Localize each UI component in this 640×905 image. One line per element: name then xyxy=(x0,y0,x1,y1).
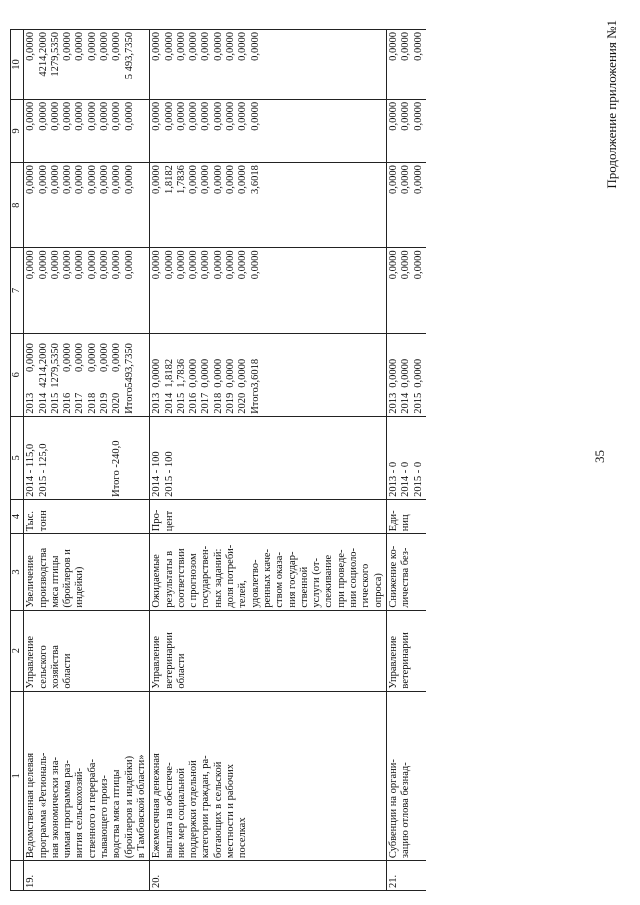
target-values-cell xyxy=(386,416,425,499)
cell-line: 2015 xyxy=(49,392,61,414)
row-number: 19. xyxy=(24,861,150,891)
cell-line: 0,0000 xyxy=(237,250,249,280)
cell-line: 0,0000 xyxy=(99,250,111,280)
cell-line: Итого -240,0 xyxy=(111,440,123,497)
cell-line: 0,0000 xyxy=(151,165,163,194)
cell-line: 2013 - 0 xyxy=(387,461,399,497)
measure-name-cell xyxy=(386,691,425,861)
cell-line: 0,0000 xyxy=(387,101,399,131)
cell-line: (бройлеров и индейки) xyxy=(123,755,135,859)
cell-line: слеживание xyxy=(323,554,335,608)
cell-line: Про- xyxy=(151,509,163,532)
cell-line: 0,0000 xyxy=(111,165,123,194)
cell-line: 0,0000 xyxy=(123,101,135,131)
cell-line: 0,0000 xyxy=(212,358,224,388)
cell-line: 2015 - 100 xyxy=(163,451,175,497)
cell-line: 0,0000 xyxy=(74,165,86,194)
cell-line: Ежемесячная денежная xyxy=(151,753,163,859)
column-header-5: 5 xyxy=(11,416,24,499)
cell-line: 2017 xyxy=(200,392,212,414)
cell-line: 2014 - 100 xyxy=(151,451,163,497)
cell-line: 0,0000 xyxy=(25,32,37,61)
value-list xyxy=(25,343,136,388)
cell-line: выплата на обеспече- xyxy=(163,762,175,859)
cell-line: 2018 xyxy=(212,392,224,414)
funding-col8-cell xyxy=(386,163,425,248)
cell-line: при проведе- xyxy=(335,549,347,608)
cell-line: в Тамбовской области» xyxy=(135,754,147,859)
cell-line: области xyxy=(62,653,74,689)
cell-line: 0,0000 xyxy=(99,165,111,194)
cell-line: местности и рабочих xyxy=(225,764,237,859)
funding-col9-cell xyxy=(386,99,425,162)
cell-line: ботающих в сельской xyxy=(212,761,224,859)
cell-line: чимая программа раз- xyxy=(62,760,74,859)
cell-line: 1,7836 xyxy=(175,358,187,388)
cell-line: области xyxy=(175,653,187,689)
cell-line: 2016 xyxy=(62,392,74,414)
column-header-6: 6 xyxy=(11,333,24,416)
cell-line: 0,0000 xyxy=(225,165,237,194)
cell-line: тонн xyxy=(37,510,49,532)
cell-line: 0,0000 xyxy=(37,101,49,131)
measure-name-cell xyxy=(150,691,387,861)
cell-line: телей, xyxy=(237,580,249,608)
cell-line: 0,0000 xyxy=(123,165,135,194)
cell-line: 0,0000 xyxy=(225,101,237,131)
cell-line: Увеличение xyxy=(25,555,37,608)
cell-line: 2016 xyxy=(188,392,200,414)
cell-line: 2015 xyxy=(412,392,424,414)
cell-line: 0,0000 xyxy=(412,101,424,131)
cell-line: производства xyxy=(37,547,49,608)
funding-col9-cell xyxy=(150,99,387,162)
cell-line: Ведомственная целевая xyxy=(25,752,37,859)
cell-line: услуги (от- xyxy=(311,558,323,608)
cell-line: 2015 - 125,0 xyxy=(37,443,49,497)
year-list xyxy=(151,388,262,414)
cell-line: 0,0000 xyxy=(212,250,224,280)
funding-col8-cell xyxy=(24,163,150,248)
cell-line: 2019 xyxy=(99,392,111,414)
cell-line: 0,0000 xyxy=(387,32,399,61)
cell-line: ниц xyxy=(400,514,412,532)
cell-line: мяса птицы xyxy=(49,555,61,608)
cell-line: 0,0000 xyxy=(212,101,224,131)
cell-line: (бройлеров и xyxy=(62,549,74,608)
cell-line: 0,0000 xyxy=(225,358,237,388)
cell-line: 2017 xyxy=(74,392,86,414)
cell-line: 2013 xyxy=(25,392,37,414)
cell-line: 0,0000 xyxy=(188,101,200,131)
cell-line: 0,0000 xyxy=(25,165,37,194)
cell-line: 0,0000 xyxy=(225,32,237,61)
column-header-7: 7 xyxy=(11,248,24,333)
column-header-0 xyxy=(11,861,24,891)
cell-line: 4214,2000 xyxy=(37,32,49,77)
cell-line: 1279,5350 xyxy=(49,343,61,388)
cell-line: Еди- xyxy=(387,510,399,532)
cell-line: государствен- xyxy=(200,545,212,608)
cell-line: Снижение ко- xyxy=(387,545,399,608)
cell-line: ния государ- xyxy=(286,551,298,608)
cell-line: 2018 xyxy=(86,392,98,414)
cell-line: 4214,2000 xyxy=(37,343,49,388)
cell-line: 0,0000 xyxy=(74,343,86,373)
cell-line: 0,0000 xyxy=(123,250,135,280)
column-header-1: 1 xyxy=(11,691,24,861)
cell-line: результаты в xyxy=(163,550,175,608)
value-list xyxy=(388,359,425,388)
cell-line: 0,0000 xyxy=(237,165,249,194)
cell-line: поселках xyxy=(237,817,249,859)
cell-line: 0,0000 xyxy=(237,32,249,61)
cell-line: 0,0000 xyxy=(151,358,163,388)
cell-line: 0,0000 xyxy=(400,358,412,388)
unit-cell xyxy=(386,499,425,533)
cell-line: 2020 xyxy=(111,392,123,414)
cell-line: 0,0000 xyxy=(86,250,98,280)
cell-line: ренных каче- xyxy=(261,548,273,608)
cell-line: 1,7836 xyxy=(175,165,187,194)
cell-line: доля потреби- xyxy=(225,544,237,608)
cell-line: 0,0000 xyxy=(151,250,163,280)
cell-line: ственного и перераба- xyxy=(86,759,98,859)
cell-line: 0,0000 xyxy=(175,101,187,131)
table-header xyxy=(11,30,24,891)
cell-line: 1,8182 xyxy=(163,358,175,388)
cell-line: 0,0000 xyxy=(249,101,261,131)
cell-line xyxy=(74,419,86,497)
cell-line: Управление xyxy=(151,635,163,689)
target-values-cell xyxy=(150,416,387,499)
funding-col7-cell xyxy=(150,248,387,333)
cell-line: категории граждан, ра- xyxy=(200,755,212,859)
column-header-8: 8 xyxy=(11,163,24,248)
cell-line: водства мяса птицы xyxy=(111,769,123,859)
cell-line: 0,0000 xyxy=(74,250,86,280)
column-header-3: 3 xyxy=(11,534,24,610)
cell-line: 0,0000 xyxy=(49,250,61,280)
funding-col7-cell xyxy=(24,248,150,333)
cell-line: ветеринарии xyxy=(163,632,175,689)
cell-line: 0,0000 xyxy=(62,343,74,373)
cell-line: Итого xyxy=(123,387,135,414)
row-number: 20. xyxy=(150,861,387,891)
cell-line: 2020 xyxy=(237,392,249,414)
cell-line: программа «Региональ- xyxy=(37,752,49,859)
cell-line: сельского xyxy=(37,645,49,689)
table-body xyxy=(24,30,426,891)
cell-line: 3,6018 xyxy=(249,358,261,388)
cell-line: ных заданий: xyxy=(212,548,224,608)
cell-line: 0,0000 xyxy=(111,343,123,373)
indicator-name-cell xyxy=(150,534,387,610)
cell-line: 0,0000 xyxy=(188,358,200,388)
indicator-name-cell xyxy=(386,534,425,610)
cell-line: 0,0000 xyxy=(49,165,61,194)
cell-line: ветеринарии xyxy=(400,632,412,689)
cell-line: 0,0000 xyxy=(237,101,249,131)
cell-line xyxy=(50,419,62,497)
cell-line: 2019 xyxy=(225,392,237,414)
cell-line: опроса) xyxy=(372,573,384,608)
column-header-4: 4 xyxy=(11,499,24,533)
cell-line: Управление xyxy=(25,635,37,689)
cell-line: 0,0000 xyxy=(412,250,424,280)
year-list xyxy=(388,388,425,414)
continuation-title: Продолжение приложения №1 xyxy=(604,20,619,189)
cell-line xyxy=(62,419,74,497)
cell-line: 0,0000 xyxy=(62,101,74,131)
cell-line: 0,0000 xyxy=(99,343,111,373)
cell-line: 0,0000 xyxy=(387,250,399,280)
unit-cell xyxy=(24,499,150,533)
cell-line: 0,0000 xyxy=(249,32,261,61)
column-header-9: 9 xyxy=(11,99,24,162)
cell-line: зацию отлова безнад- xyxy=(400,762,412,859)
cell-line: 0,0000 xyxy=(400,32,412,61)
cell-line: ная экономически зна- xyxy=(49,756,61,859)
cell-line: 0,0000 xyxy=(37,250,49,280)
indicator-name-cell xyxy=(24,534,150,610)
cell-line: 0,0000 xyxy=(200,165,212,194)
funding-total-cell xyxy=(24,333,150,416)
cell-line: 0,0000 xyxy=(412,32,424,61)
header-row xyxy=(11,30,24,891)
cell-line: 0,0000 xyxy=(200,358,212,388)
cell-line: Управление xyxy=(387,635,399,689)
cell-line: с прогнозом xyxy=(188,553,200,608)
value-list xyxy=(151,359,262,388)
cell-line: удовлетво- xyxy=(249,559,261,608)
cell-line: 0,0000 xyxy=(175,32,187,61)
table-row xyxy=(24,30,150,891)
cell-line: 0,0000 xyxy=(99,32,111,61)
cell-line: 0,0000 xyxy=(387,165,399,194)
cell-line: 2014 xyxy=(37,392,49,414)
cell-line: Итого xyxy=(249,387,261,414)
cell-line: 0,0000 xyxy=(86,343,98,373)
responsible-body-cell xyxy=(150,610,387,691)
responsible-body-cell xyxy=(386,610,425,691)
cell-line: 0,0000 xyxy=(37,165,49,194)
column-header-2: 2 xyxy=(11,610,24,691)
cell-line: Ожидаемые xyxy=(151,554,163,608)
cell-line xyxy=(87,419,99,497)
cell-line: 0,0000 xyxy=(400,165,412,194)
cell-line: 0,0000 xyxy=(62,165,74,194)
cell-line: 0,0000 xyxy=(225,250,237,280)
cell-line: 2014 - 0 xyxy=(400,461,412,497)
cell-line: 0,0000 xyxy=(111,101,123,131)
cell-line: 0,0000 xyxy=(74,101,86,131)
cell-line: 0,0000 xyxy=(188,250,200,280)
cell-line: цент xyxy=(163,510,175,532)
cell-line: 0,0000 xyxy=(188,165,200,194)
cell-line: 2014 xyxy=(163,392,175,414)
cell-line: 0,0000 xyxy=(86,165,98,194)
cell-line: 0,0000 xyxy=(49,101,61,131)
cell-line: 2014 - 115,0 xyxy=(25,443,37,497)
cell-line: 0,0000 xyxy=(151,32,163,61)
cell-line: Субвенции на органи- xyxy=(387,759,399,859)
cell-line: 3,6018 xyxy=(249,165,261,194)
measure-name-cell xyxy=(24,691,150,861)
cell-line: 0,0000 xyxy=(25,250,37,280)
cell-line: ством оказа- xyxy=(274,552,286,608)
cell-line: 0,0000 xyxy=(25,343,37,373)
cell-line: 0,0000 xyxy=(249,250,261,280)
cell-line: 0,0000 xyxy=(25,101,37,131)
cell-line: 0,0000 xyxy=(62,250,74,280)
table-row xyxy=(150,30,387,891)
cell-line: 0,0000 xyxy=(400,250,412,280)
cell-line: 0,0000 xyxy=(200,32,212,61)
cell-line: хозяйства xyxy=(49,645,61,689)
appendix-table xyxy=(10,29,426,891)
cell-line: 0,0000 xyxy=(86,101,98,131)
column-header-10: 10 xyxy=(11,30,24,100)
funding-total-cell xyxy=(150,333,387,416)
funding-col10-cell xyxy=(24,30,150,100)
cell-line: 5493,7350 xyxy=(123,343,135,388)
cell-line: тывающего произ- xyxy=(99,775,111,859)
table-row xyxy=(386,30,425,891)
cell-line: ственной xyxy=(298,566,310,608)
cell-line: 2013 xyxy=(151,392,163,414)
funding-col7-cell xyxy=(386,248,425,333)
cell-line: 0,0000 xyxy=(62,32,74,61)
cell-line: 2015 - 0 xyxy=(412,461,424,497)
cell-line: 0,0000 xyxy=(74,32,86,61)
cell-line: 0,0000 xyxy=(188,32,200,61)
cell-line: вития сельскохозяй- xyxy=(74,767,86,859)
cell-line: 0,0000 xyxy=(412,165,424,194)
cell-line: 0,0000 xyxy=(151,101,163,131)
cell-line: 0,0000 xyxy=(111,32,123,61)
cell-line xyxy=(99,419,111,497)
cell-line: 1,8182 xyxy=(163,165,175,194)
row-number: 21. xyxy=(386,861,425,891)
unit-cell xyxy=(150,499,387,533)
cell-line: 0,0000 xyxy=(387,358,399,388)
responsible-body-cell xyxy=(24,610,150,691)
cell-line: соответствии xyxy=(175,548,187,608)
cell-line: нии социоло- xyxy=(348,547,360,608)
cell-line: 0,0000 xyxy=(163,101,175,131)
cell-line: поддержки отдельной xyxy=(188,760,200,859)
cell-line: 0,0000 xyxy=(175,250,187,280)
cell-line: ние мер социальной xyxy=(175,767,187,859)
cell-line: 0,0000 xyxy=(200,101,212,131)
cell-line: 2014 xyxy=(400,392,412,414)
cell-line: 0,0000 xyxy=(99,101,111,131)
cell-line: 2013 xyxy=(387,392,399,414)
cell-line: 0,0000 xyxy=(163,250,175,280)
cell-line: 0,0000 xyxy=(412,358,424,388)
cell-line: 0,0000 xyxy=(86,32,98,61)
cell-line: личества без- xyxy=(400,547,412,608)
cell-line: 0,0000 xyxy=(163,32,175,61)
year-list xyxy=(25,388,136,414)
cell-line: 5 493,7350 xyxy=(123,32,135,80)
funding-col9-cell xyxy=(24,99,150,162)
page-number: 35 xyxy=(592,450,607,463)
cell-line: 2015 xyxy=(175,392,187,414)
cell-line: 0,0000 xyxy=(237,358,249,388)
cell-line: 1279,5350 xyxy=(49,32,61,77)
target-values-cell xyxy=(24,416,150,499)
funding-col10-cell xyxy=(386,30,425,100)
cell-line: 0,0000 xyxy=(200,250,212,280)
cell-line: 0,0000 xyxy=(212,165,224,194)
cell-line: 0,0000 xyxy=(111,250,123,280)
cell-line: гического xyxy=(360,563,372,608)
cell-line: 0,0000 xyxy=(212,32,224,61)
funding-total-cell xyxy=(386,333,425,416)
cell-line: 0,0000 xyxy=(400,101,412,131)
funding-col8-cell xyxy=(150,163,387,248)
cell-line: Тыс. xyxy=(25,510,37,532)
cell-line: индейки) xyxy=(74,566,86,608)
funding-col10-cell xyxy=(150,30,387,100)
